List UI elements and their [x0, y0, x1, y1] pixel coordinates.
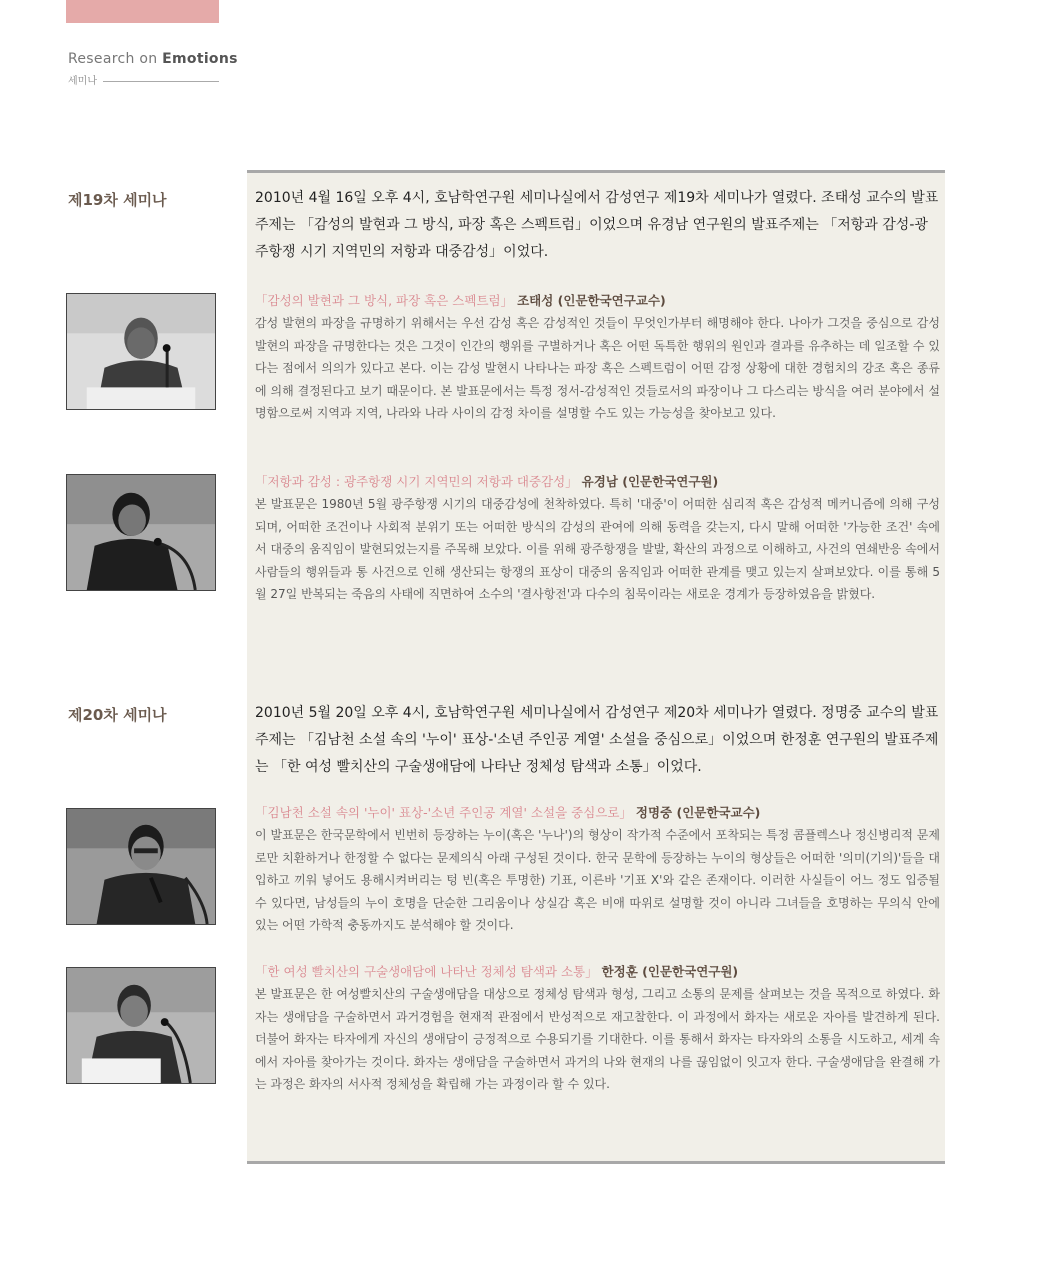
- header-accent-bar: [66, 0, 219, 23]
- talk-title-line: [255, 292, 940, 310]
- section-name: 세미나: [68, 76, 97, 87]
- presenter-photo: [66, 808, 216, 925]
- brand-title: [68, 51, 238, 67]
- talk-title: 「저항과 감성 : 광주항쟁 시기 지역민의 저항과 대중감성」: [255, 474, 578, 489]
- talk-title: 「감성의 발현과 그 방식, 파장 혹은 스펙트럼」: [255, 293, 514, 308]
- seminar-19-intro: 2010년 4월 16일 오후 4시, 호남학연구원 세미나실에서 감성연구 제19차 세미나가 열렸다. 조태성 교수의 발표주제는 「감성의 발현과 그 방식, 파장 혹은 스펙트럼」이었으며 유경남 연구원의 발표주제는 「저항과 감성-광주항쟁 시기 지역민의 저항과 대중감성」이었다.: [255, 190, 939, 260]
- talk-title-line: [255, 473, 940, 491]
- talk-author: 유경남 (인문한국연구원): [581, 474, 719, 489]
- talk-author: 정명중 (인문한국교수): [635, 805, 761, 820]
- talk-abstract: 본 발표문은 한 여성빨치산의 구술생애담을 대상으로 정체성 탐색과 형성, 그리고 소통의 문제를 살펴보는 것을 목적으로 하였다. 화자는 생애담을 구술하면서 과거경험을 현재적 관점에서 반성적으로 재고찰한다. 이 과정에서 화자는 새로운 자아를 발견하게 된다. 더불어 화자는 타자에게 자신의 생애담이 긍정적으로 수용되기를 기대한다. 이를 통해서 화자는 타자와의 소통을 시도하고, 세계 속에서 자아를 찾아가는 것이다. 화자는 생애담을 구술하면서 과거의 나와 현재의 나를 끊임없이 잇고자 한다. 구술생애담을 완결해 가는 과정은 화자의 서사적 정체성을 확립해 가는 과정이라 할 수 있다.: [255, 987, 940, 1092]
- talk-title: 「김남천 소설 속의 '누이' 표상-'소년 주인공 계열' 소설을 중심으로」: [255, 805, 632, 820]
- talk-abstract: 감성 발현의 파장을 규명하기 위해서는 우선 감성 혹은 감성적인 것들이 무엇인가부터 해명해야 한다. 나아가 그것을 중심으로 감성 발현의 파장을 규명한다는 것은 그것이 인간의 행위를 구별하거나 혹은 어떤 독특한 행위의 원인과 결과를 유추하는 데 일조할 수 있다는 점에서 의의가 있다고 본다. 이는 감성 발현시 나타나는 파장 혹은 스펙트럼이 어떤 감정 상황에 대한 경험치의 강조 혹은 종류에 의해 결정된다고 보기 때문이다. 본 발표문에서는 특정 정서-감성적인 것들로서의 파장이나 그 다스리는 방식을 여러 분야에서 설명함으로써 지역과 지역, 나라와 나라 사이의 감정 차이를 설명할 수도 있는 가능성을 찾아보고 있다.: [255, 316, 940, 421]
- brand-emphasis: Emotions: [162, 51, 238, 67]
- talk-author: 조태성 (인문한국연구교수): [517, 293, 666, 308]
- presenter-photo: [66, 293, 216, 410]
- seminar-20-label: 제20차 세미나: [68, 706, 167, 724]
- seminar-20-intro: 2010년 5월 20일 오후 4시, 호남학연구원 세미나실에서 감성연구 제20차 세미나가 열렸다. 정명중 교수의 발표주제는 「김남천 소설 속의 '누이' 표상-'소년 주인공 계열' 소설을 중심으로」이었으며 한정훈 연구원의 발표주제는 「한 여성 빨치산의 구술생애담에 나타난 정체성 탐색과 소통」이었다.: [255, 705, 939, 775]
- presenter-photo: [66, 474, 216, 591]
- section-label: [68, 72, 219, 87]
- seminar-19-label: 제19차 세미나: [68, 191, 167, 209]
- talk-abstract: 본 발표문은 1980년 5월 광주항쟁 시기의 대중감성에 천착하였다. 특히 '대중'이 어떠한 심리적 혹은 감성적 메커니즘에 의해 구성되며, 어떠한 조건이나 사회적 분위기 또는 어떠한 방식의 감성의 관여에 의해 동력을 갖는지, 다시 말해 어떠한 '가능한 조건' 속에서 대중의 움직임이 발현되었는지를 주목해 보았다. 이를 위해 광주항쟁을 발발, 확산의 과정으로 이해하고, 사건의 연쇄반응 속에서 사람들의 행위들과 통 사건으로 인해 생산되는 항쟁의 표상이 대중의 움직임과 어떠한 관계를 맺고 있는지 살펴보았다. 이를 통해 5월 27일 반복되는 죽음의 사태에 직면하여 소수의 '결사항전'과 다수의 침묵이라는 새로운 경계가 등장하였음을 밝혔다.: [255, 497, 940, 602]
- talk-abstract: 이 발표문은 한국문학에서 빈번히 등장하는 누이(혹은 '누나')의 형상이 작가적 수준에서 포착되는 특정 콤플렉스나 정신병리적 문제로만 치환하거나 한정할 수 없다는 문제의식 아래 구성된 것이다. 한국 문학에 등장하는 누이의 형상들은 어떠한 '의미(기의)'들을 대입하고 끼워 넣어도 용해시켜버리는 텅 빈(혹은 투명한) 기표, 이른바 '기표 X'와 같은 존재이다. 이러한 사실들이 어느 정도 입증될 수 있다면, 남성들의 누이 호명을 단순한 그리움이나 상실감 혹은 비애 따위로 설명할 것이 아니라 그녀들을 호명하는 무의식 안에 있는 어떤 가학적 충동까지도 분석해야 할 것이다.: [255, 828, 940, 933]
- presenter-photo: [66, 967, 216, 1084]
- talk-title: 「한 여성 빨치산의 구술생애담에 나타난 정체성 탐색과 소통」: [255, 964, 598, 979]
- talk-title-line: [255, 963, 940, 981]
- section-divider: [103, 81, 219, 82]
- talk-author: 한정훈 (인문한국연구원): [601, 964, 739, 979]
- brand-prefix: Research on: [68, 51, 163, 67]
- talk-title-line: [255, 804, 940, 822]
